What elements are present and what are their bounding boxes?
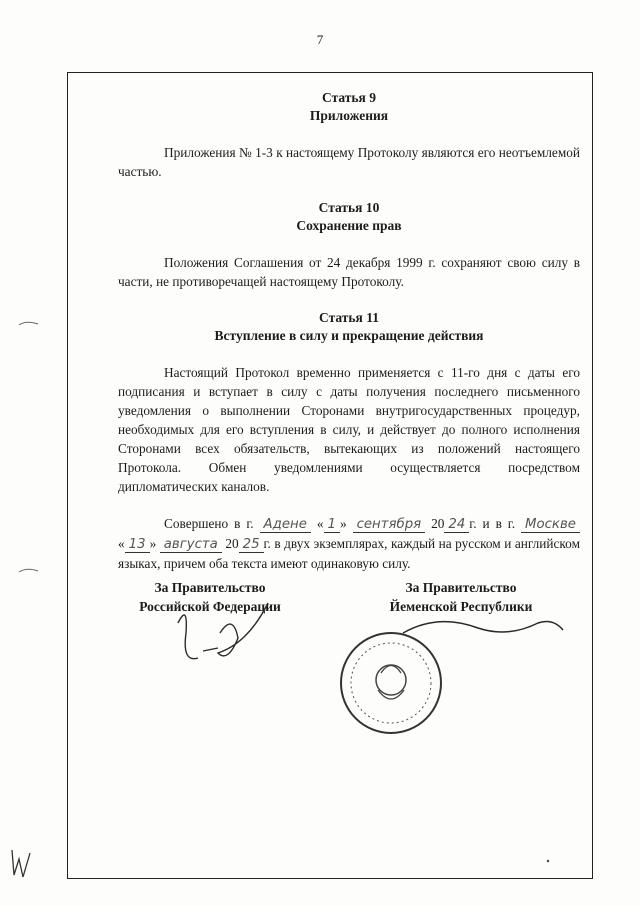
quote-open-1: « (316, 516, 324, 531)
page-number: 7 (316, 32, 324, 47)
article-11 (118, 309, 580, 496)
signing-suffix: г. в двух экземплярах, каждый на русском и английском языках, причем оба текста имеют одинаковую силу. (118, 536, 580, 571)
sig-left-line2: Российской Федерации (139, 599, 281, 614)
article-11-title: Вступление в силу и прекращение действия (214, 328, 484, 343)
handwritten-year-2: 25 (239, 537, 264, 553)
article-9-text: Приложения № 1-3 к настоящему Протоколу являются его неотъемлемой частью. (118, 145, 580, 179)
handwritten-day-2: 13 (125, 537, 150, 553)
handwritten-month-2: августа (160, 537, 222, 553)
official-seal (336, 628, 446, 738)
signing-mid: г. и в г. (469, 516, 516, 531)
document-content (118, 89, 580, 573)
article-11-text: Настоящий Протокол временно применяется с 11-го дня с даты его подписания и вступает в силу с даты получения последнего письменного уведомления о выполнении Сторонами внутригосударственных процедур, необходимых для его вступления в силу, и действует до полного исполнения Сторонами всех обязательств, вытекающих из положений настоящего Протокола. Обмен уведомлениями осуществляется посредством дипломатических каналов. (118, 365, 580, 494)
year-prefix-2: 20 (225, 536, 239, 551)
sig-right-line2: Йеменской Республики (389, 599, 533, 614)
margin-mark-2 (18, 566, 40, 576)
sig-right-line1: За Правительство (405, 580, 517, 595)
article-9-number: Статья 9 (322, 90, 376, 105)
initials-mark (6, 845, 36, 885)
signing-prefix: Совершено в г. (164, 516, 254, 531)
handwritten-year-1: 24 (444, 517, 469, 533)
handwritten-place-2: Москве (521, 517, 580, 533)
year-prefix-1: 20 (431, 516, 445, 531)
signature-russia (158, 593, 278, 673)
margin-mark-1 (18, 318, 40, 328)
quote-open-2: « (118, 536, 125, 551)
article-11-number: Статья 11 (319, 310, 379, 325)
handwritten-place-1: Адене (260, 517, 311, 533)
article-10-title: Сохранение прав (296, 218, 402, 233)
handwritten-month-1: сентября (353, 517, 426, 533)
article-9-title: Приложения (309, 108, 389, 123)
document-frame (67, 72, 593, 879)
article-10 (118, 199, 580, 291)
sig-left-line1: За Правительство (154, 580, 266, 595)
article-10-text: Положения Соглашения от 24 декабря 1999 г. сохраняют свою силу в части, не противоречащей настоящему Протоколу. (118, 255, 580, 289)
quote-close-2: » (149, 536, 157, 551)
quote-close-1: » (339, 516, 347, 531)
handwritten-day-1: 1 (324, 517, 340, 533)
article-9 (118, 89, 580, 181)
signing-clause (118, 514, 580, 573)
article-10-number: Статья 10 (318, 200, 380, 215)
